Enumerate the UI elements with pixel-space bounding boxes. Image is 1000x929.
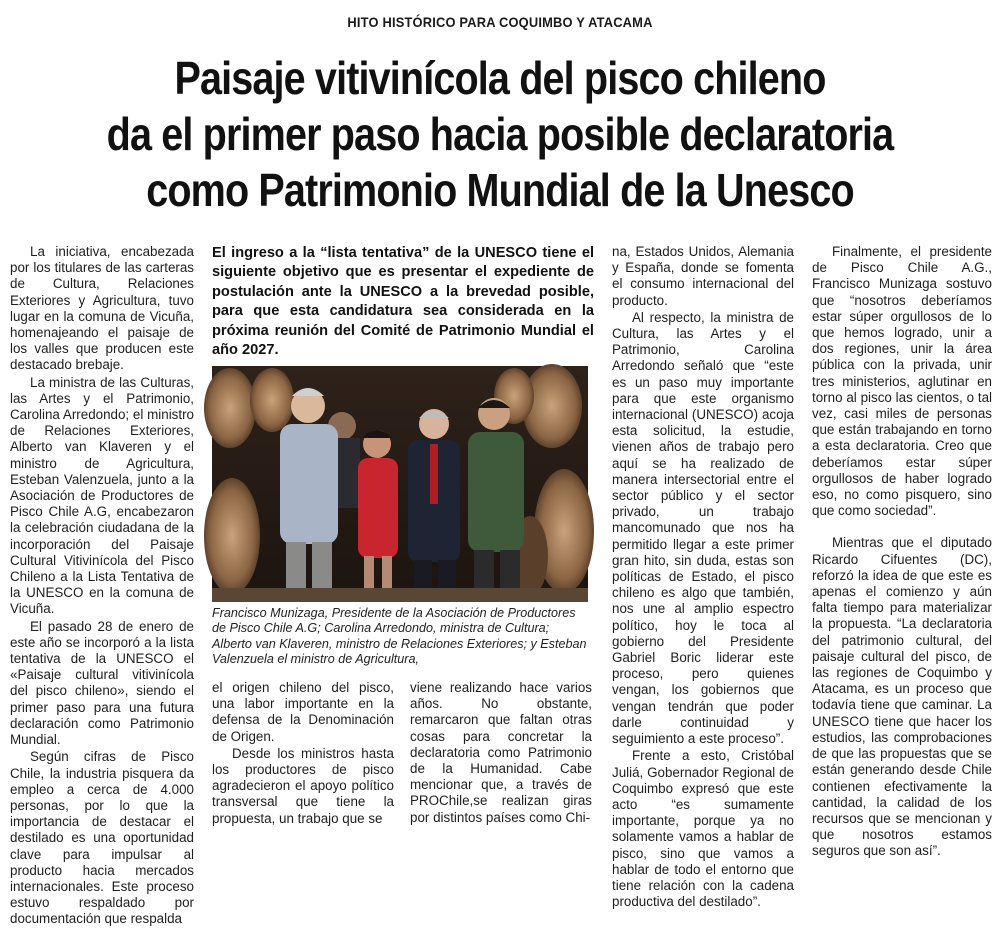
paragraph: Desde los ministros hasta los productores de pisco agradecieron el apoyo político transversal que tiene la propuesta, un trabajo que se (212, 745, 394, 826)
article-photo (212, 366, 588, 602)
headline (0, 50, 1000, 218)
paragraph: El pasado 28 de enero de este año se incorporó a la lista tentativa de la UNESCO el «Paisaje cultural vitivinícola del pisco chileno», siendo el primer paso para una futura declaración como Patrimonio Mundial. (10, 618, 194, 748)
lead-paragraph: El ingreso a la “lista tentativa” de la UNESCO tiene el siguiente objetivo que es presentar el expediente de postulación ante la UNESCO a la brevedad posible, para que esta candidatura sea considerada en la próxima reunión del Comité de Patrimonio Mundial el año 2027. (212, 245, 594, 359)
paragraph: Mientras que el diputado Ricardo Cifuentes (DC), reforzó la idea de que este es apenas el comienzo y aún falta tiempo para materializar la propuesta. “La declaratoria del patrimonio cultural, del paisaje cultural del pisco, de las regiones de Coquimbo y Atacama, es un proceso que todavía tiene que caminar. La UNESCO tiene que hacer los estudios, las comprobaciones de que las propuestas que se están generando desde Chile contienen efectivamente la cantidad, la calidad de los recursos que se mencionan y que nosotros estamos seguros que son así”. (812, 535, 992, 859)
paragraph: Finalmente, el presidente de Pisco Chile A.G., Francisco Munizaga sostuvo que “nosotros deberíamos estar súper orgullosos de lo que hemos logrado, unir a dos regiones, unir la área pública con la privada, unir tres ministerios, aglutinar en torno al pisco las cientos, o tal vez, casi miles de personas que están trabajando en torno a esta declaratoria. Creo que deberíamos estar súper orgullosos de haber logrado eso, no como pisquero, sino que como sociedad”. (812, 244, 992, 519)
paragraph: Al respecto, la ministra de Cultura, las Artes y el Patrimonio, Carolina Arredondo señaló que “este es un paso muy importante para que este organismo internacional (UNESCO) acoja esta solicitud, la estudie, vienen años de trabajo pero aquí se ha realizado de manera intersectorial entre el sector público y el sector privado, un trabajo mancomunado que nos ha permitido llegar a este primer gran hito, sin duda, estas son políticas de Estado, el pisco chileno es algo que también, nos une al amplio espectro político, hoy le toca al gobierno del Presidente Gabriel Boric liderar este proceso, pero quienes vengan, los gobiernos que vengan tendrán que poder darle continuidad y seguimiento a este proceso”. (612, 309, 794, 747)
paragraph: viene realizando hace varios años. No obstante, remarcaron que faltan otras cosas para concretar la declaratoria como Patrimonio de la Humanidad. Cabe mencionar que, a través de PROChile,se realizan giras por distintos países como Chi- (410, 680, 592, 825)
photo-caption: Francisco Munizaga, Presidente de la Asociación de Productores de Pisco Chile A.G; Carolina Arredondo, ministra de Cultura; Alberto van Klaveren, ministro de Relaciones Exteriores; y Esteban Valenzuela el ministro de Agricultura, (212, 606, 587, 667)
headline-line-3: como Patrimonio Mundial de la Unesco (146, 164, 854, 216)
paragraph: La ministra de las Culturas, las Artes y el Patrimonio, Carolina Arredondo; el ministro de Relaciones Exteriores, Alberto van Klaveren y el ministro de Agricultura, Esteban Valenzuela, junto a la Asociación de Productores de Pisco Chile A.G, encabezaron la celebración ciudadana de la incorporación del Paisaje Cultural Vitivinícola del Pisco Chileno a la Lista Tentativa de la UNESCO en la comuna de Vicuña. (10, 374, 194, 617)
column-1 (10, 244, 194, 929)
column-3 (410, 680, 592, 827)
column-5 (812, 244, 992, 861)
column-4 (612, 244, 794, 911)
paragraph: La iniciativa, encabezada por los titulares de las carteras de Cultura, Relaciones Exteriores y Agricultura, tuvo lugar en la comuna de Vicuña, homenajeando el paisaje de los valles que producen este destacado brebaje. (10, 244, 194, 373)
headline-line-2: da el primer paso hacia posible declaratoria (106, 108, 894, 160)
kicker: HITO HISTÓRICO PARA COQUIMBO Y ATACAMA (347, 14, 653, 30)
paragraph: Según cifras de Pisco Chile, la industria pisquera da empleo a cerca de 4.000 personas, por lo que la importancia de destacar el destilado es una oportunidad clave para impulsar al producto hacia mercados internacionales. Este proceso estuvo respaldado por documentación que respalda (10, 749, 194, 927)
headline-line-1: Paisaje vitivinícola del pisco chileno (174, 52, 826, 104)
paragraph: na, Estados Unidos, Alemania y España, donde se fomenta el consumo internacional del producto. (612, 244, 794, 308)
paragraph: Frente a esto, Cristóbal Juliá, Gobernador Regional de Coquimbo expresó que este acto “es sumamente importante, porque ya no solamente vamos a hablar de pisco, sino que vamos a hablar de todo el entorno que tiene relación con la cadena productiva del destilado”. (612, 748, 794, 910)
column-2 (212, 680, 394, 828)
paragraph: el origen chileno del pisco, una labor importante en la defensa de la Denominación de Origen. (212, 680, 394, 744)
photo-illustration (212, 366, 588, 602)
